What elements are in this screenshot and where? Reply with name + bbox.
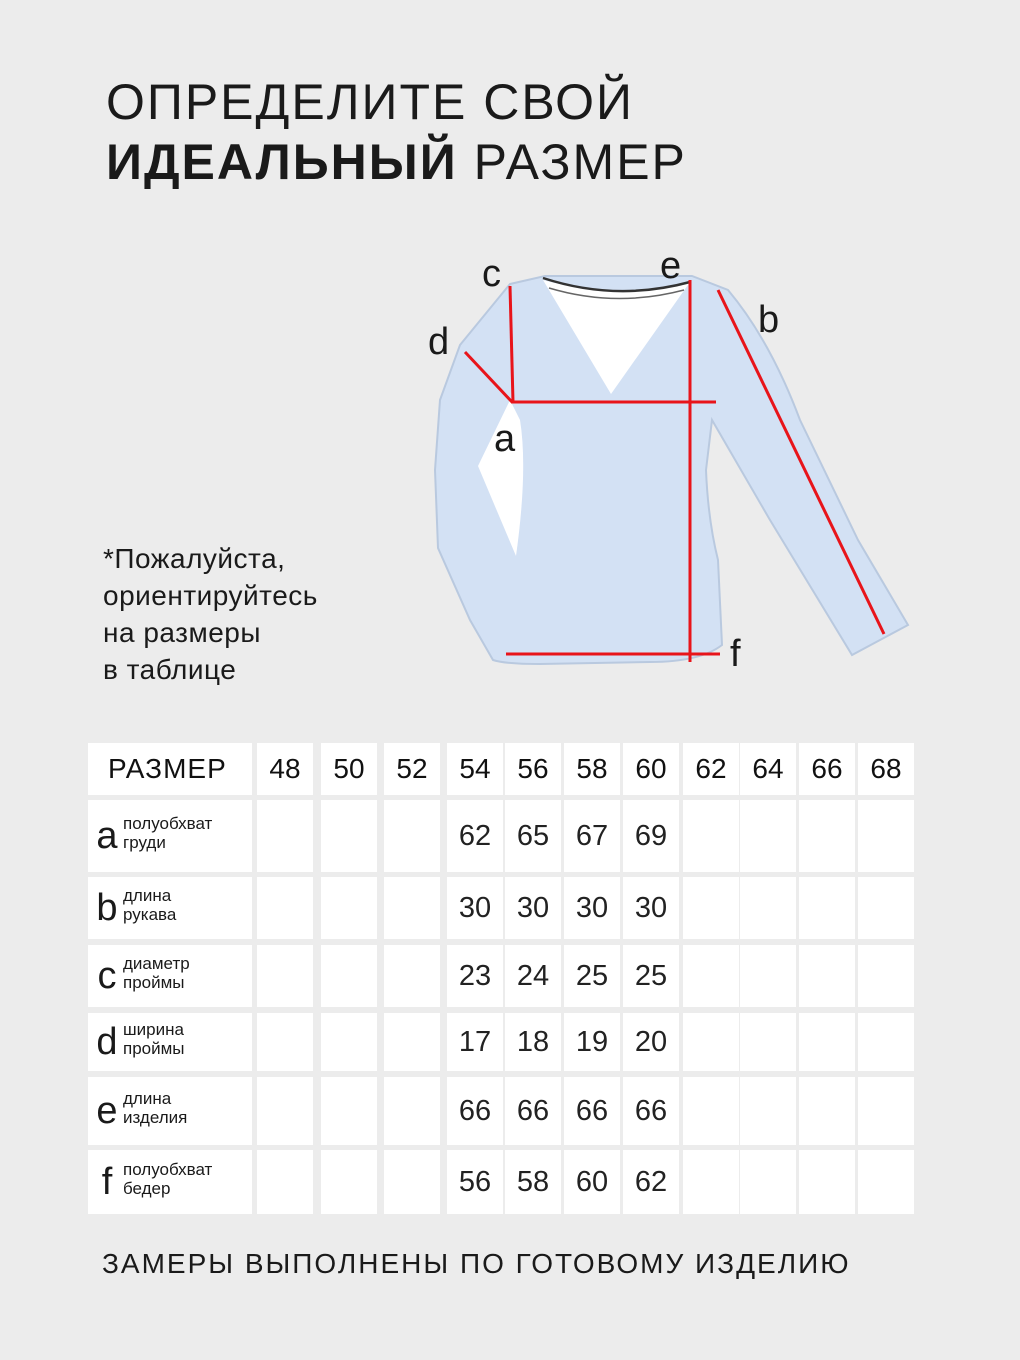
value-cell bbox=[321, 877, 377, 939]
value-cell bbox=[384, 800, 440, 872]
value-cell bbox=[799, 877, 855, 939]
param-description-line: рукава bbox=[123, 905, 177, 924]
param-description bbox=[123, 1020, 185, 1058]
label-e: e bbox=[660, 245, 682, 287]
value-cell bbox=[683, 1077, 739, 1145]
param-description-line: груди bbox=[123, 833, 166, 852]
label-c: c bbox=[482, 253, 501, 295]
size-header-cell: 64 bbox=[740, 743, 796, 795]
value-cell bbox=[321, 945, 377, 1007]
size-header-cell: 66 bbox=[799, 743, 855, 795]
value-cell bbox=[384, 1013, 440, 1071]
param-cell bbox=[88, 945, 252, 1007]
value-cell: 66 bbox=[447, 1077, 503, 1145]
value-cell bbox=[321, 1150, 377, 1214]
param-description bbox=[123, 886, 176, 924]
value-cell: 69 bbox=[623, 800, 679, 872]
value-cell: 19 bbox=[564, 1013, 620, 1071]
value-cell bbox=[858, 800, 914, 872]
param-letter: d bbox=[96, 1021, 118, 1063]
value-cell bbox=[740, 1013, 796, 1071]
header-size-label: РАЗМЕР bbox=[88, 743, 252, 795]
value-cell bbox=[257, 1077, 313, 1145]
value-cell: 30 bbox=[564, 877, 620, 939]
value-cell: 20 bbox=[623, 1013, 679, 1071]
value-cell bbox=[799, 800, 855, 872]
value-cell bbox=[799, 1013, 855, 1071]
param-description-line: длина bbox=[123, 886, 172, 905]
param-description-line: длина bbox=[123, 1089, 172, 1108]
value-cell bbox=[384, 877, 440, 939]
value-cell bbox=[858, 877, 914, 939]
value-cell bbox=[740, 800, 796, 872]
value-cell bbox=[799, 945, 855, 1007]
value-cell bbox=[257, 877, 313, 939]
value-cell bbox=[683, 1013, 739, 1071]
value-cell bbox=[384, 1150, 440, 1214]
value-cell bbox=[321, 800, 377, 872]
value-cell bbox=[740, 877, 796, 939]
param-description-line: ширина bbox=[123, 1020, 184, 1039]
value-cell: 24 bbox=[505, 945, 561, 1007]
value-cell bbox=[858, 1077, 914, 1145]
value-cell bbox=[321, 1077, 377, 1145]
note-line: на размеры bbox=[103, 617, 262, 648]
label-d: d bbox=[428, 321, 450, 363]
param-letter: e bbox=[96, 1090, 118, 1132]
value-cell: 25 bbox=[564, 945, 620, 1007]
value-cell: 66 bbox=[505, 1077, 561, 1145]
value-cell: 17 bbox=[447, 1013, 503, 1071]
value-cell: 66 bbox=[564, 1077, 620, 1145]
note-line: в таблице bbox=[103, 654, 237, 685]
label-b: b bbox=[758, 299, 780, 341]
param-description bbox=[123, 954, 190, 992]
value-cell: 62 bbox=[447, 800, 503, 872]
value-cell: 65 bbox=[505, 800, 561, 872]
param-description-line: диаметр bbox=[123, 954, 190, 973]
size-header-cell: 60 bbox=[623, 743, 679, 795]
title-line-1: ОПРЕДЕЛИТЕ СВОЙ bbox=[106, 74, 634, 130]
value-cell: 30 bbox=[505, 877, 561, 939]
param-letter: f bbox=[101, 1161, 113, 1203]
size-header-cell: 54 bbox=[447, 743, 503, 795]
size-header-cell: 68 bbox=[858, 743, 914, 795]
value-cell bbox=[257, 1150, 313, 1214]
size-header-cell: 48 bbox=[257, 743, 313, 795]
value-cell bbox=[384, 945, 440, 1007]
value-cell bbox=[799, 1077, 855, 1145]
param-description-line: проймы bbox=[123, 973, 185, 992]
size-header-cell: 62 bbox=[683, 743, 739, 795]
param-description bbox=[123, 1089, 187, 1127]
label-f: f bbox=[730, 633, 741, 675]
value-cell: 56 bbox=[447, 1150, 503, 1214]
value-cell bbox=[683, 945, 739, 1007]
param-cell bbox=[88, 1013, 252, 1071]
value-cell bbox=[384, 1077, 440, 1145]
value-cell bbox=[799, 1150, 855, 1214]
value-cell bbox=[321, 1013, 377, 1071]
size-header-cell: 56 bbox=[505, 743, 561, 795]
value-cell: 62 bbox=[623, 1150, 679, 1214]
note-line: ориентируйтесь bbox=[103, 580, 318, 611]
value-cell bbox=[257, 800, 313, 872]
size-header-cell: 52 bbox=[384, 743, 440, 795]
value-cell: 67 bbox=[564, 800, 620, 872]
value-cell bbox=[683, 1150, 739, 1214]
param-letter: c bbox=[97, 955, 117, 997]
value-cell bbox=[257, 1013, 313, 1071]
value-cell: 23 bbox=[447, 945, 503, 1007]
value-cell: 66 bbox=[623, 1077, 679, 1145]
value-cell bbox=[683, 877, 739, 939]
param-description-line: проймы bbox=[123, 1039, 185, 1058]
footer-note: ЗАМЕРЫ ВЫПОЛНЕНЫ ПО ГОТОВОМУ ИЗДЕЛИЮ bbox=[102, 1248, 851, 1279]
param-cell bbox=[88, 1077, 252, 1145]
param-cell bbox=[88, 1150, 252, 1214]
param-letter: b bbox=[96, 887, 118, 929]
value-cell bbox=[257, 945, 313, 1007]
param-description bbox=[123, 814, 212, 852]
value-cell bbox=[858, 1013, 914, 1071]
param-description-line: полуобхват bbox=[123, 814, 213, 833]
value-cell: 18 bbox=[505, 1013, 561, 1071]
value-cell: 58 bbox=[505, 1150, 561, 1214]
param-description-line: бедер bbox=[123, 1179, 171, 1198]
value-cell: 25 bbox=[623, 945, 679, 1007]
value-cell bbox=[858, 1150, 914, 1214]
value-cell bbox=[683, 800, 739, 872]
value-cell bbox=[740, 945, 796, 1007]
param-letter: a bbox=[96, 815, 118, 857]
size-header-cell: 50 bbox=[321, 743, 377, 795]
value-cell: 30 bbox=[447, 877, 503, 939]
param-cell bbox=[88, 877, 252, 939]
value-cell bbox=[740, 1150, 796, 1214]
param-description-line: изделия bbox=[123, 1108, 188, 1127]
value-cell: 60 bbox=[564, 1150, 620, 1214]
value-cell: 30 bbox=[623, 877, 679, 939]
size-header-cell: 58 bbox=[564, 743, 620, 795]
value-cell bbox=[858, 945, 914, 1007]
param-cell bbox=[88, 800, 252, 872]
title-rest-word: РАЗМЕР bbox=[473, 134, 687, 190]
note-line: *Пожалуйста, bbox=[103, 543, 286, 574]
param-description-line: полуобхват bbox=[123, 1160, 213, 1179]
title-bold-word: ИДЕАЛЬНЫЙ bbox=[106, 134, 458, 190]
label-a: a bbox=[494, 418, 516, 460]
param-description bbox=[123, 1160, 212, 1198]
value-cell bbox=[740, 1077, 796, 1145]
